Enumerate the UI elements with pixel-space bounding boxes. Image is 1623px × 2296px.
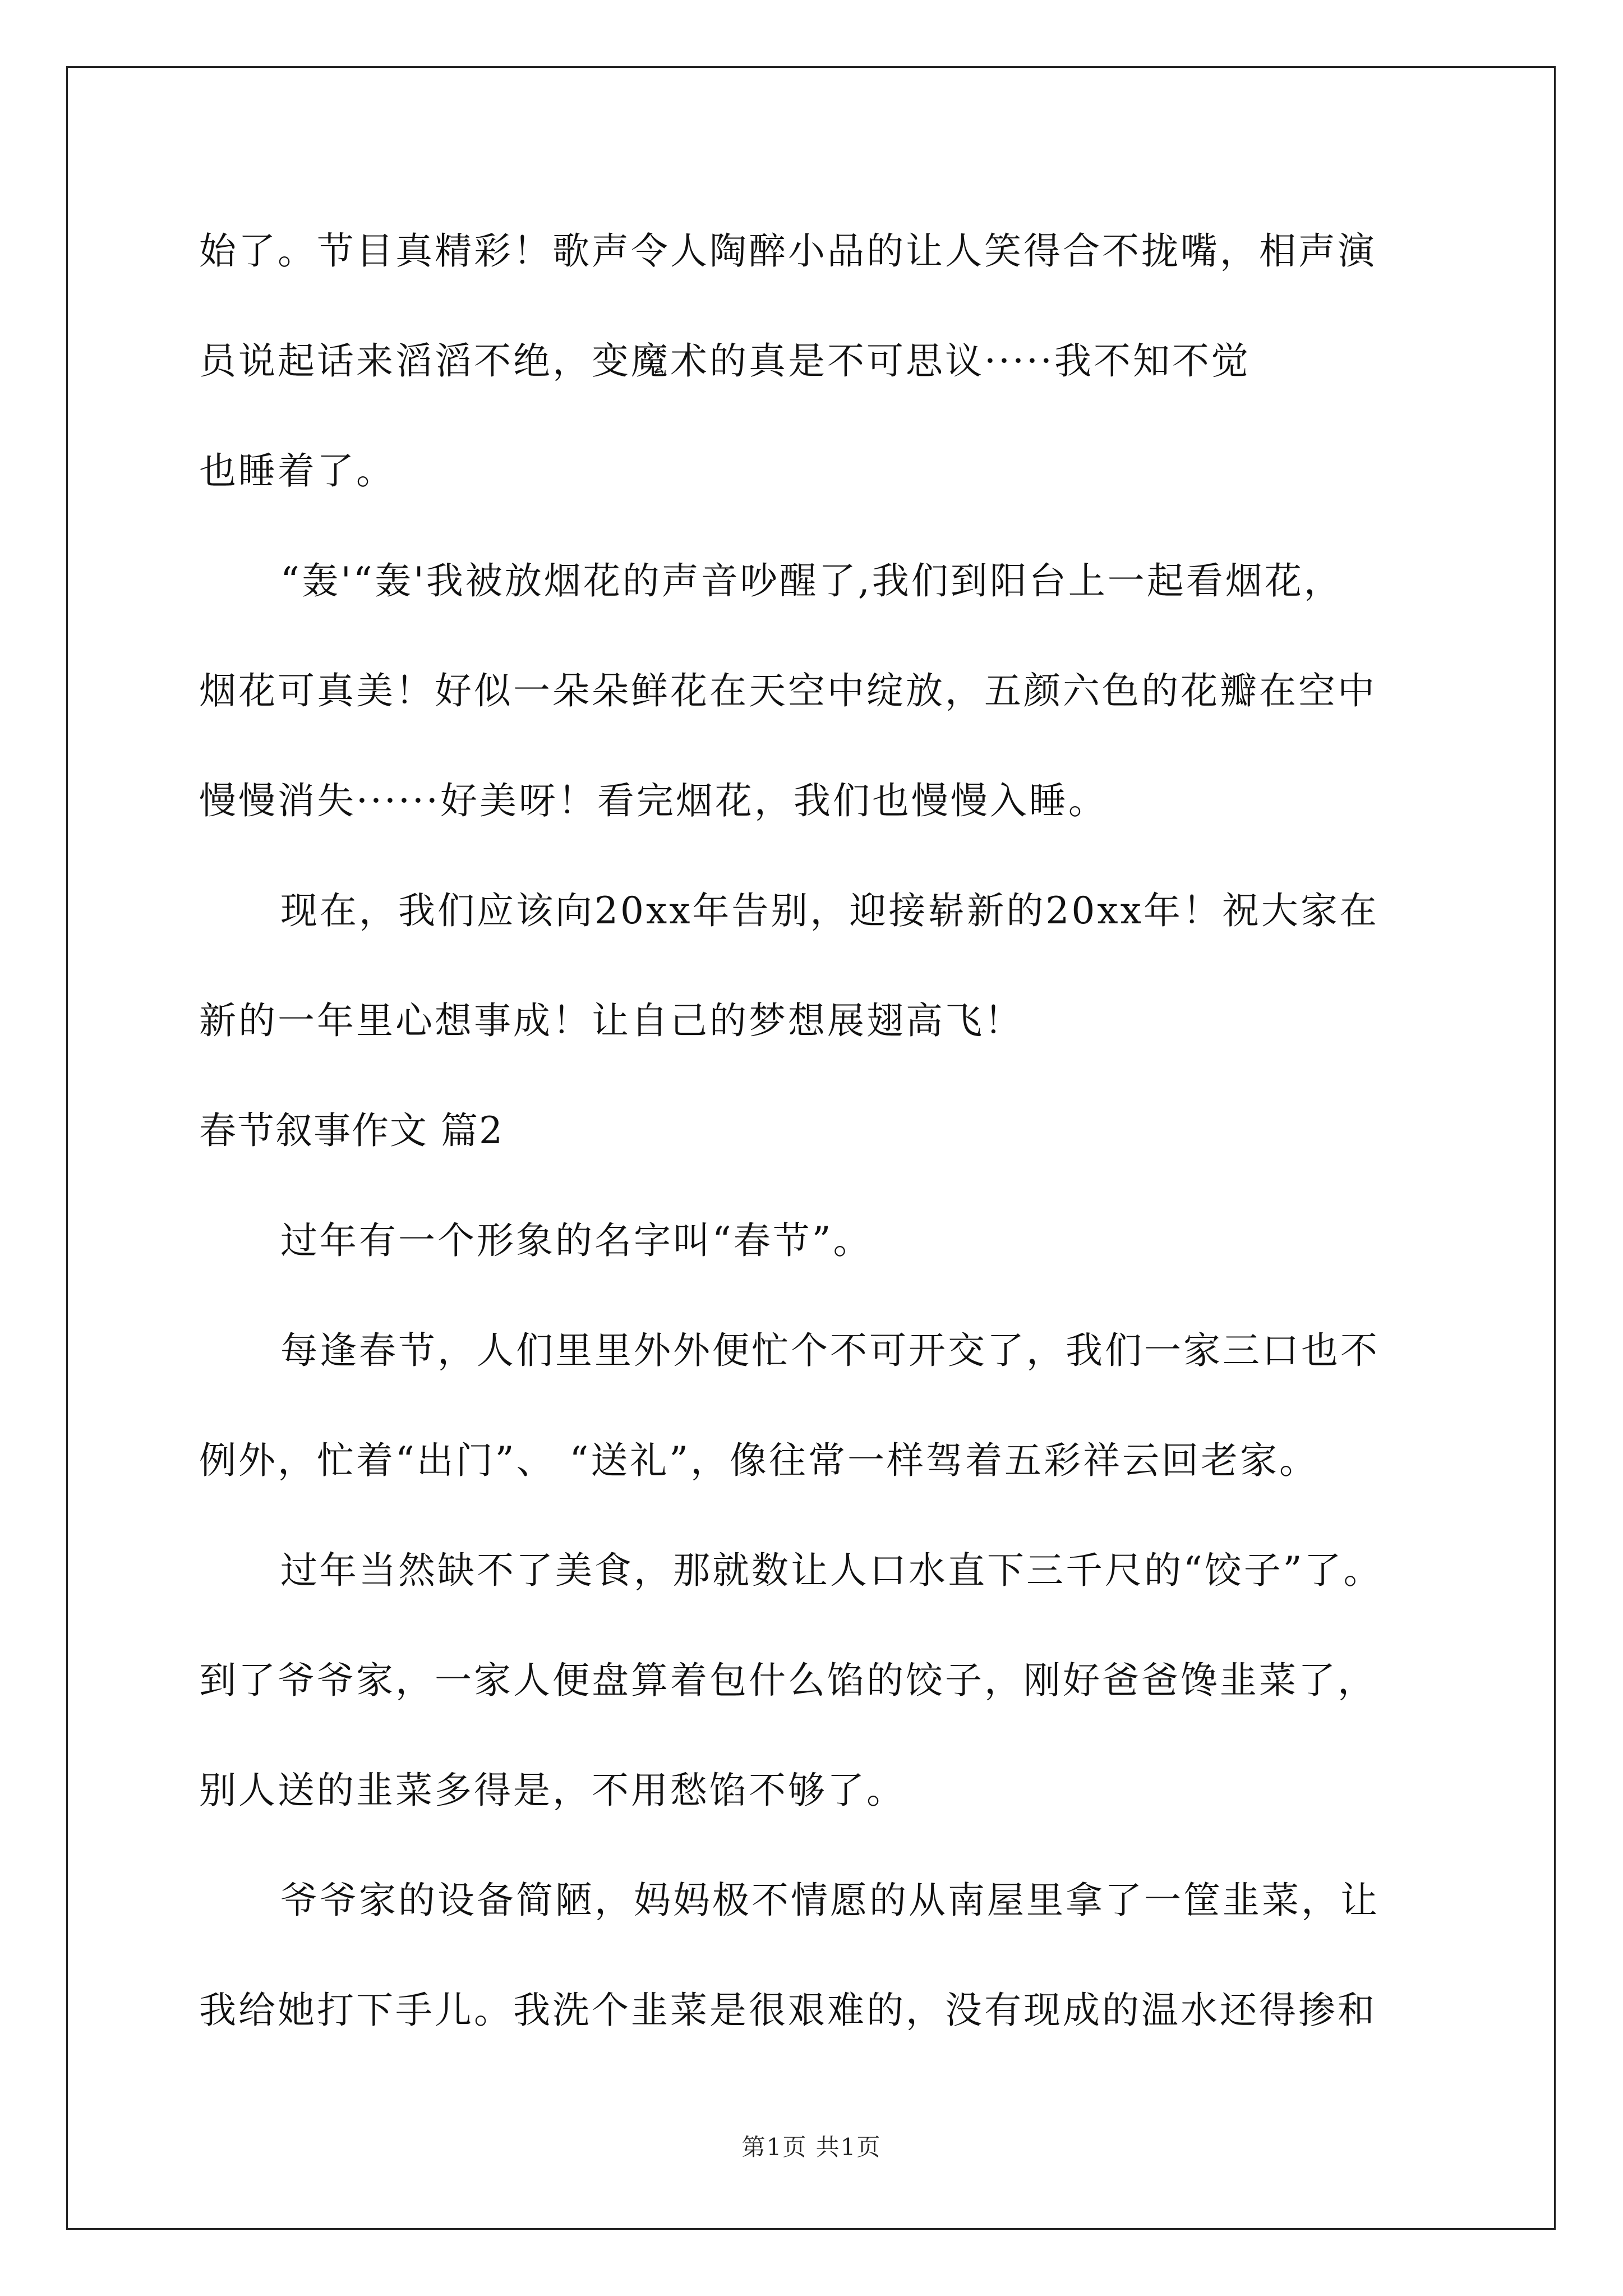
document-body — [199, 196, 1438, 2065]
paragraph-line: 员说起话来滔滔不绝，变魔术的真是不可思议·····我不知不觉 — [199, 339, 1251, 383]
paragraph-line: 新的一年里心想事成！让自己的梦想展翅高飞！ — [199, 999, 1023, 1042]
paragraph-line: 烟花可真美！好似一朵朵鲜花在天空中绽放，五颜六色的花瓣在空中 — [199, 669, 1377, 712]
paragraph-line: 到了爷爷家，一家人便盘算着包什么馅的饺子，刚好爸爸馋韭菜了， — [199, 1659, 1377, 1702]
paragraph-line: 过年有一个形象的名字叫“春节”。 — [280, 1219, 873, 1262]
paragraph-line: 例外，忙着“出门”、 “送礼”，像往常一样驾着五彩祥云回老家。 — [199, 1439, 1318, 1482]
section-heading: 春节叙事作文 篇2 — [199, 1109, 504, 1152]
paragraph-line: 我给她打下手儿。我洗个韭菜是很艰难的，没有现成的温水还得掺和 — [199, 1989, 1377, 2032]
paragraph-line: 每逢春节，人们里里外外便忙个不可开交了，我们一家三口也不 — [280, 1329, 1380, 1372]
paragraph-line: 过年当然缺不了美食，那就数让人口水直下三千尺的“饺子”了。 — [280, 1549, 1383, 1592]
paragraph-line: 始了。节目真精彩！歌声令人陶醉小品的让人笑得合不拢嘴，相声演 — [199, 229, 1377, 273]
paragraph-line: 也睡着了。 — [199, 449, 395, 493]
paragraph-line: 慢慢消失······好美呀！看完烟花，我们也慢慢入睡。 — [199, 779, 1108, 822]
paragraph-line: 现在，我们应该向20xx年告别，迎接崭新的20xx年！祝大家在 — [280, 889, 1379, 932]
paragraph-line: 爷爷家的设备简陋，妈妈极不情愿的从南屋里拿了一筐韭菜，让 — [280, 1879, 1380, 1922]
paragraph-line: 别人送的韭菜多得是，不用愁馅不够了。 — [199, 1769, 906, 1812]
page-footer: 第1页 共1页 — [741, 2133, 882, 2161]
paragraph-line: “轰'“轰'我被放烟花的声音吵醒了,我们到阳台上一起看烟花， — [280, 559, 1343, 602]
